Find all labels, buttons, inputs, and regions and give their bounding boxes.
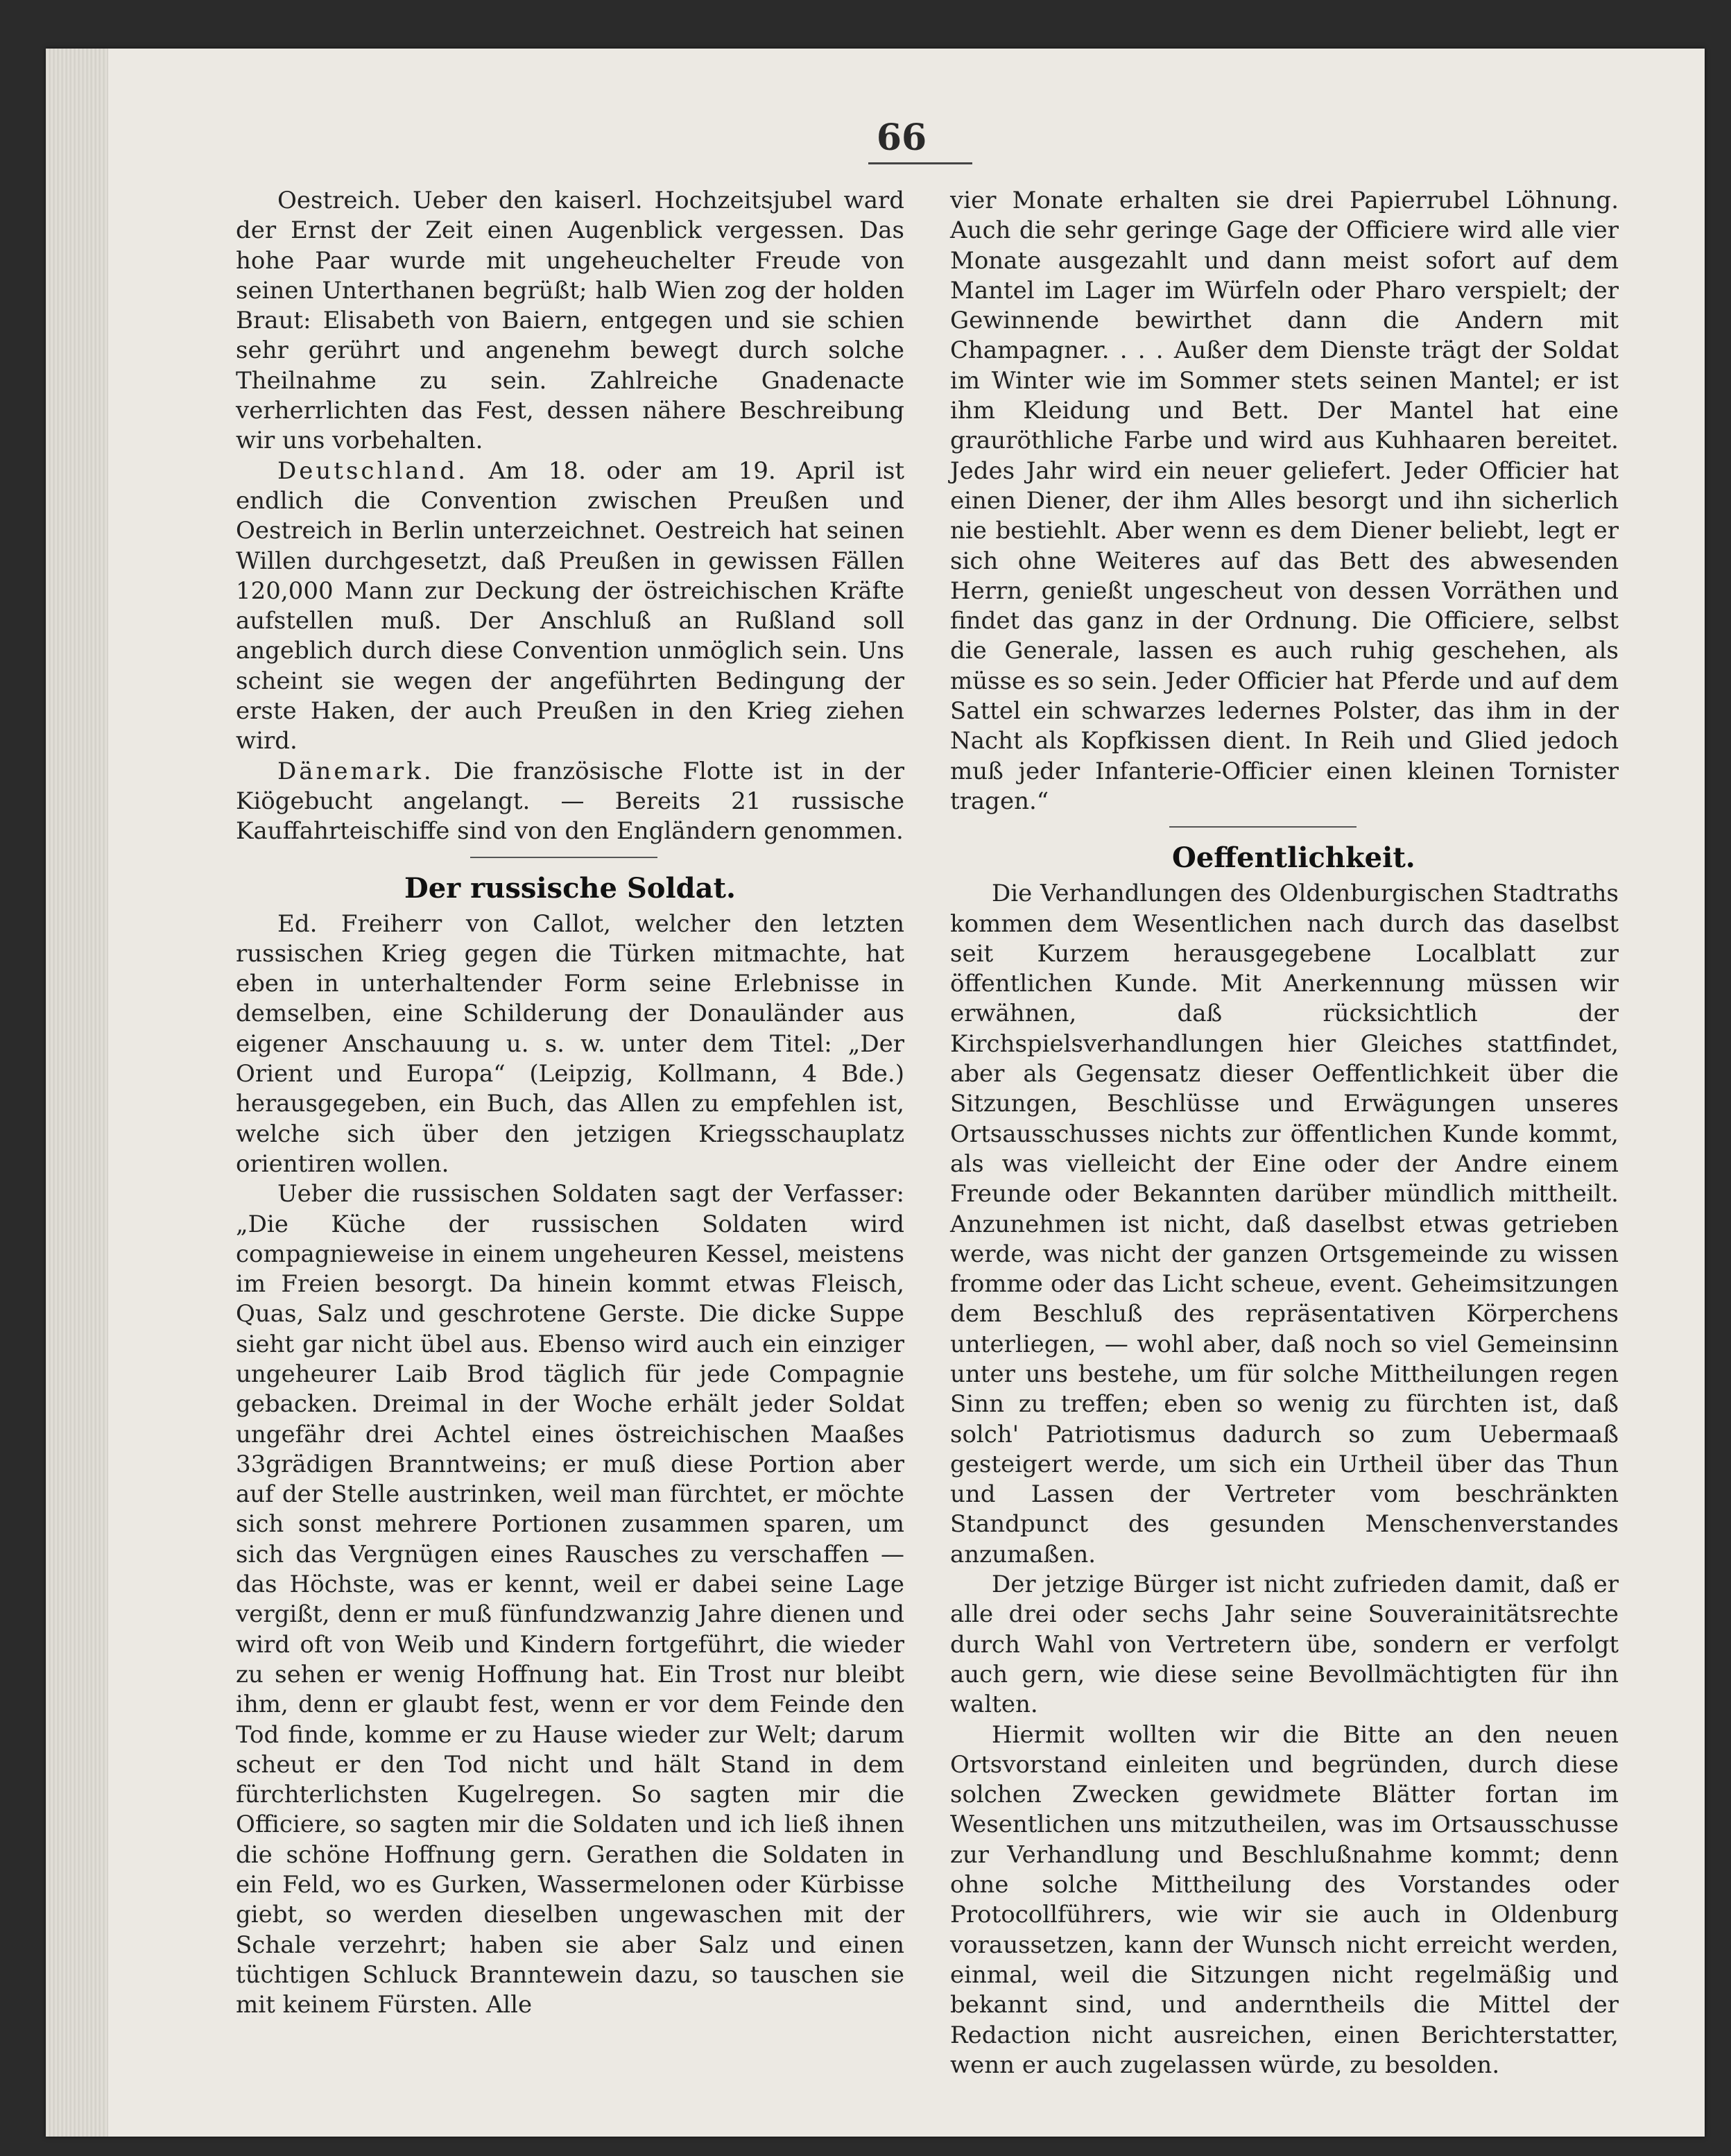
page-number: 66 — [876, 117, 927, 159]
article-oestreich: Oestreich. Ueber den kaiserl. Hochzeitsjubel ward der Ernst der Zeit einen Augenblick vergessen. Das hohe Paar wurde mit ungeheuchelter Freude von seinen Unterthanen begrüßt; halb Wien zog der holden Braut: Elisabeth von Baiern, entgegen und sie schien sehr gerührt und angenehm bewegt durch solche Theilnahme zu sein. Zahlreiche Gnadenacte verherrlichten das Fest, dessen nähere Beschreibung wir uns vorbehalten. — [236, 187, 904, 455]
article-oeffentlichkeit-3: Hiermit wollten wir die Bitte an den neuen Ortsvorstand einleiten und begründen, durch diese solchen Zwecken gewidmete Blätter fortan im Wesentlichen uns mitzutheilen, was im Ortsausschusse zur Verhandlung und Beschlußnahme kommt; denn ohne solche Mittheilung des Vorstandes oder Protocollführers, wie wir sie auch in Oldenburg voraussetzen, kann der Wunsch nicht erreicht werden, einmal, weil die Sitzungen nicht regelmäßig und bekannt sind, und anderntheils die Mittel der Redaction nicht ausreichen, einen Berichterstatter, wenn er auch zugelassen würde, zu besolden. — [950, 1720, 1619, 2079]
lead-daenemark: Dänemark. — [277, 757, 434, 785]
page-number-rule — [868, 162, 972, 164]
article-daenemark-text: Die französische Flotte ist in der Kiögebucht angelangt. — Bereits 21 russische Kauffahrteischiffe sind von den Engländern genommen. — [236, 757, 904, 846]
right-column — [950, 186, 1619, 2080]
section-divider — [1169, 826, 1357, 828]
article-callot: Ed. Freiherr von Callot, welcher den letzten russischen Krieg gegen die Türken mitmachte, hat eben in unterhaltender Form seine Erlebnisse in demselben, eine Schilderung der Donauländer aus eigener Anschauung u. s. w. unter dem Titel: „Der Orient und Europa“ (Leipzig, Kollmann, 4 Bde.) herausgegeben, ein Buch, das Allen zu empfehlen ist, welche sich über den jetzigen Kriegsschauplatz orientiren wollen. — [236, 909, 904, 1178]
lead-deutschland: Deutschland. — [277, 456, 468, 485]
article-deutschland — [236, 456, 904, 757]
article-soldaten-continued: vier Monate erhalten sie drei Papierrubel Löhnung. Auch die sehr geringe Gage der Officiere wird alle vier Monate ausgezahlt und dann meist sofort auf dem Mantel im Lager im Würfeln oder Pharo verspielt; der Gewinnende bewirthet dann die Andern mit Champagner. . . . Außer dem Dienste trägt der Soldat im Winter wie im Sommer stets seinen Mantel; er ist ihm Kleidung und Bett. Der Mantel hat eine grauröthliche Farbe und wird aus Kuhhaaren bereitet. Jedes Jahr wird ein neuer geliefert. Jeder Officier hat einen Diener, der ihm Alles besorgt und ihn sicherlich nie bestiehlt. Aber wenn es dem Diener beliebt, legt er sich ohne Weiteres auf das Bett des abwesenden Herrn, genießt ungescheut von dessen Vorräthen und findet das ganz in der Ordnung. Die Officiere, selbst die Generale, lassen es auch ruhig geschehen, als müsse es so sein. Jeder Officier hat Pferde und auf dem Sattel ein schwarzes ledernes Polster, das ihm in der Nacht als Kopfkissen dient. In Reih und Glied jedoch muß jeder Infanterie-Officier einen kleinen Tornister tragen.“ — [950, 187, 1619, 815]
page-stack-edge — [46, 49, 108, 2137]
section-divider — [470, 857, 657, 858]
heading-russischer-soldat: Der russische Soldat. — [404, 871, 736, 905]
article-daenemark — [236, 757, 904, 847]
article-oeffentlichkeit-1: Die Verhandlungen des Oldenburgischen Stadtraths kommen dem Wesentlichen nach durch das daselbst seit Kurzem herausgegebene Localblatt zur öffentlichen Kunde. Mit Anerkennung müssen wir erwähnen, daß rücksichtlich der Kirchspielsverhandlungen hier Gleiches stattfindet, aber als Gegensatz dieser Oeffentlichkeit über die Sitzungen, Beschlüsse und Erwägungen unseres Ortsausschusses nichts zur öffentlichen Kunde kommt, als was vielleicht der Eine oder der Andre einem Freunde oder Bekannten darüber mündlich mittheilt. Anzunehmen ist nicht, daß daselbst etwas getrieben werde, was nicht der ganzen Ortsgemeinde zu wissen fromme oder das Licht scheue, event. Geheimsitzungen dem Beschluß des repräsentativen Körperchens unterliegen, — wohl aber, daß noch so viel Gemeinsinn unter uns bestehe, um für solche Mittheilungen regen Sinn zu treffen; eben so wenig zu fürchten ist, daß solch' Patriotismus dadurch so zum Uebermaaß gesteigert werde, um sich ein Urtheil über das Thun und Lassen der Vertreter vom beschränkten Standpunct des gesunden Menschenverstandes anzumaßen. — [950, 880, 1619, 1568]
heading-oeffentlichkeit: Oeffentlichkeit. — [1172, 841, 1415, 875]
article-deutschland-text: Am 18. oder am 19. April ist endlich die Convention zwischen Preußen und Oestreich in Berlin unterzeichnet. Oestreich hat seinen Willen durchgesetzt, daß Preußen in gewissen Fällen 120,000 Mann zur Deckung der östreichischen Kräfte aufstellen muß. Der Anschluß an Rußland soll angeblich durch diese Convention unmöglich sein. Uns scheint sie wegen der angeführten Bedingung der erste Haken, der auch Preußen in den Krieg ziehen wird. — [236, 456, 904, 755]
article-oeffentlichkeit-2: Der jetzige Bürger ist nicht zufrieden damit, daß er alle drei oder sechs Jahr seine Souverainitätsrechte durch Wahl von Vertretern übe, sondern er verfolgt auch gern, wie diese seine Bevollmächtigten für ihn walten. — [950, 1571, 1619, 1719]
article-soldaten-quote: Ueber die russischen Soldaten sagt der Verfasser: „Die Küche der russischen Soldaten wird compagnieweise in einem ungeheuren Kessel, meistens im Freien besorgt. Da hinein kommt etwas Fleisch, Quas, Salz und geschrotene Gerste. Die dicke Suppe sieht gar nicht übel aus. Ebenso wird auch ein einziger ungeheurer Laib Brod täglich für jede Compagnie gebacken. Dreimal in der Woche erhält jeder Soldat ungefähr drei Achtel eines östreichischen Maaßes 33grädigen Branntweins; er muß diese Portion aber auf der Stelle austrinken, weil man fürchtet, er möchte sich sonst mehrere Portionen zusammen sparen, um sich das Vergnügen eines Rausches zu verschaffen — das Höchste, was er kennt, weil er dabei seine Lage vergißt, denn er muß fünfundzwanzig Jahre dienen und wird oft von Weib und Kindern fortgeführt, die wieder zu sehen er wenig Hoffnung hat. Ein Trost nur bleibt ihm, denn er glaubt fest, wenn er vor dem Feinde den Tod finde, komme er zu Hause wieder zur Welt; darum scheut er den Tod nicht und hält Stand in dem fürchterlichsten Kugelregen. So sagten mir die Officiere, so sagten mir die Soldaten und ich ließ ihnen die schöne Hoffnung gern. Gerathen die Soldaten in ein Feld, wo es Gurken, Wassermelonen oder Kürbisse giebt, so werden dieselben ungewaschen mit der Schale verzehrt; haben sie aber Salz und einen tüchtigen Schluck Branntewein dazu, so tauschen sie mit keinem Fürsten. Alle — [236, 1180, 904, 2019]
left-column — [236, 186, 904, 2021]
